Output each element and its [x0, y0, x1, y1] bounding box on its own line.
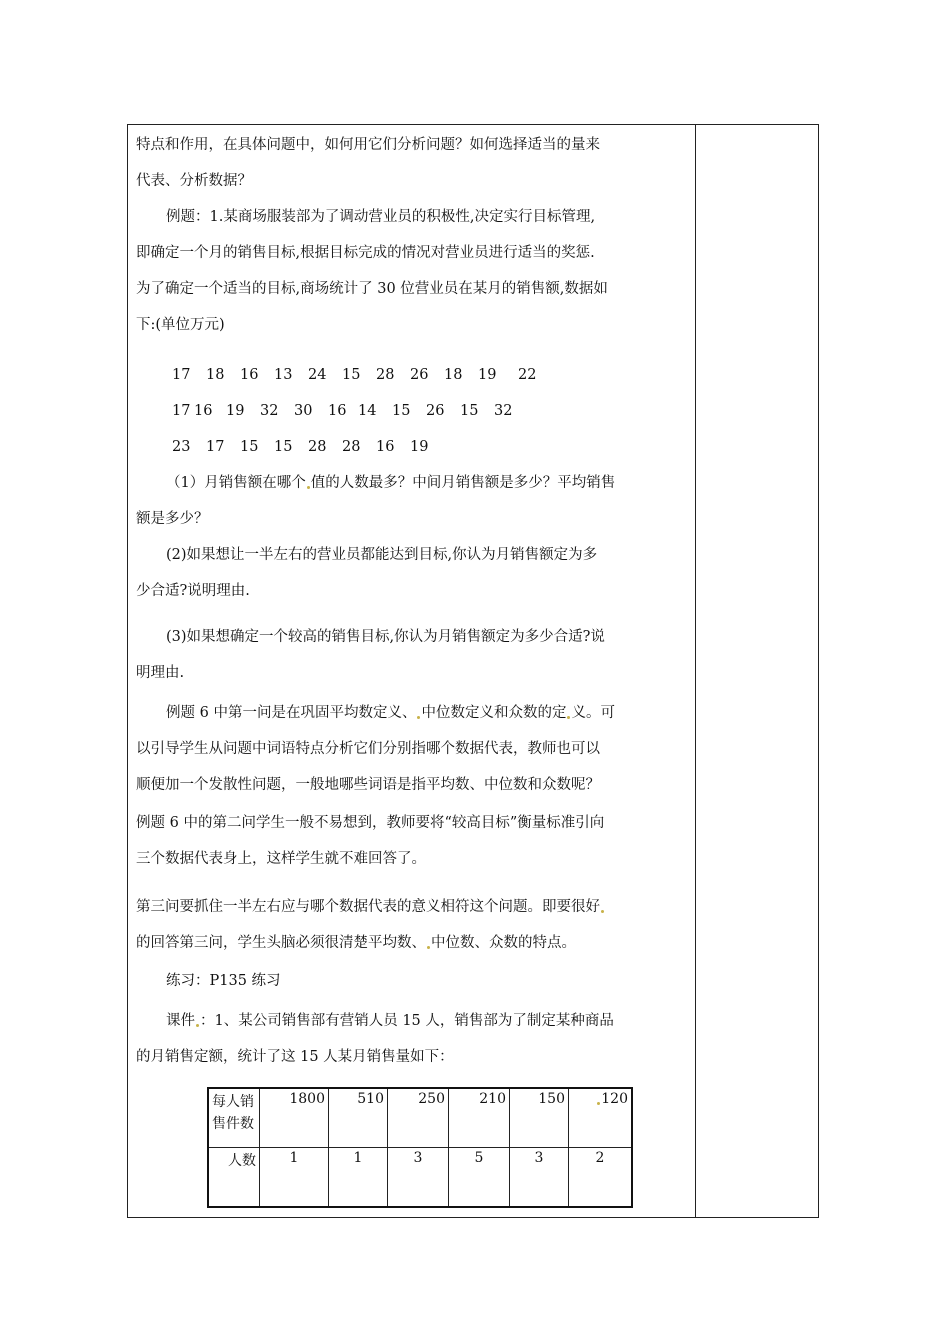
- analysis-line: 三个数据代表身上，这样学生就不难回答了。: [136, 851, 426, 867]
- table-cell: 2: [569, 1148, 633, 1208]
- mark-dot: [601, 910, 604, 913]
- data-row-3: 23 17 15 15 28 28 16 19: [172, 439, 429, 455]
- table-cell: 210: [449, 1088, 510, 1148]
- data-row-1: 17 18 16 13 24 15 28 26 18 19 22: [172, 367, 537, 383]
- table-row: [208, 1088, 632, 1148]
- lesson-table: [127, 124, 819, 1218]
- analysis-line: 例题 6 中的第二问学生一般不易想到，教师要将“较高目标”衡量标准引向: [136, 815, 605, 831]
- mark-dot: [597, 1102, 600, 1105]
- mark-dot: [196, 1024, 199, 1027]
- analysis-line: 顺便加一个发散性问题，一般地哪些词语是指平均数、中位数和众数呢？: [136, 777, 600, 793]
- exercise-line: 练习：P135 练习: [166, 973, 281, 989]
- mark-dot: [417, 716, 420, 719]
- text-line: 代表、分析数据？: [136, 173, 252, 189]
- text-line: 额是多少？: [136, 511, 209, 527]
- table-cell: 1: [329, 1148, 388, 1208]
- mark-dot: [567, 716, 570, 719]
- sales-table: [207, 1087, 633, 1208]
- table-cell: 510: [329, 1088, 388, 1148]
- table-cell: 1800: [260, 1088, 329, 1148]
- mark-dot: [307, 486, 310, 489]
- text-line: 特点和作用，在具体问题中，如何用它们分析问题？如何选择适当的量来: [136, 137, 600, 153]
- text-line: 即确定一个月的销售目标,根据目标完成的情况对营业员进行适当的奖惩.: [136, 245, 595, 261]
- text-line: 明理由.: [136, 665, 185, 681]
- header-cell-count: 人数: [208, 1148, 260, 1208]
- text-line: 下:(单位万元): [136, 317, 225, 333]
- table-row: [208, 1148, 632, 1208]
- question-2: (2)如果想让一半左右的营业员都能达到目标,你认为月销售额定为多: [166, 547, 598, 563]
- analysis-line: 的回答第三问，学生头脑必须很清楚平均数、 中位数、众数的特点。: [136, 935, 576, 951]
- mark-dot: [427, 946, 430, 949]
- courseware-line: 的月销售定额，统计了这 15 人某月销售量如下：: [136, 1049, 454, 1065]
- data-row-2: 17 16 19 32 30 16 14 15 26 15 32: [172, 403, 513, 419]
- table-cell: 3: [388, 1148, 449, 1208]
- table-cell: 5: [449, 1148, 510, 1208]
- header-cell-sales: 每人销售件数: [208, 1088, 260, 1148]
- text-line: 少合适?说明理由.: [136, 583, 250, 599]
- courseware-line: 课件 ：1、某公司销售部有营销人员 15 人，销售部为了制定某种商品: [166, 1013, 614, 1029]
- analysis-line: 例题 6 中第一问是在巩固平均数定义、 中位数定义和众数的定 义。可: [166, 705, 615, 721]
- table-cell: 1: [260, 1148, 329, 1208]
- column-divider: [695, 125, 696, 1217]
- analysis-line: 第三问要抓住一半左右应与哪个数据代表的意义相符这个问题。即要很好: [136, 897, 605, 917]
- table-cell: 120: [569, 1088, 633, 1148]
- analysis-line: 以引导学生从问题中词语特点分析它们分别指哪个数据代表，教师也可以: [136, 741, 600, 757]
- text-line: 为了确定一个适当的目标,商场统计了 30 位营业员在某月的销售额,数据如: [136, 281, 608, 297]
- question-1: （1）月销售额在哪个 值的人数最多？中间月销售额是多少？平均销售: [166, 475, 616, 491]
- table-cell: 150: [510, 1088, 569, 1148]
- table-cell: 3: [510, 1148, 569, 1208]
- example-title: 例题：1.某商场服装部为了调动营业员的积极性,决定实行目标管理,: [166, 209, 596, 225]
- question-3: (3)如果想确定一个较高的销售目标,你认为月销售额定为多少合适?说: [166, 629, 605, 645]
- table-cell: 250: [388, 1088, 449, 1148]
